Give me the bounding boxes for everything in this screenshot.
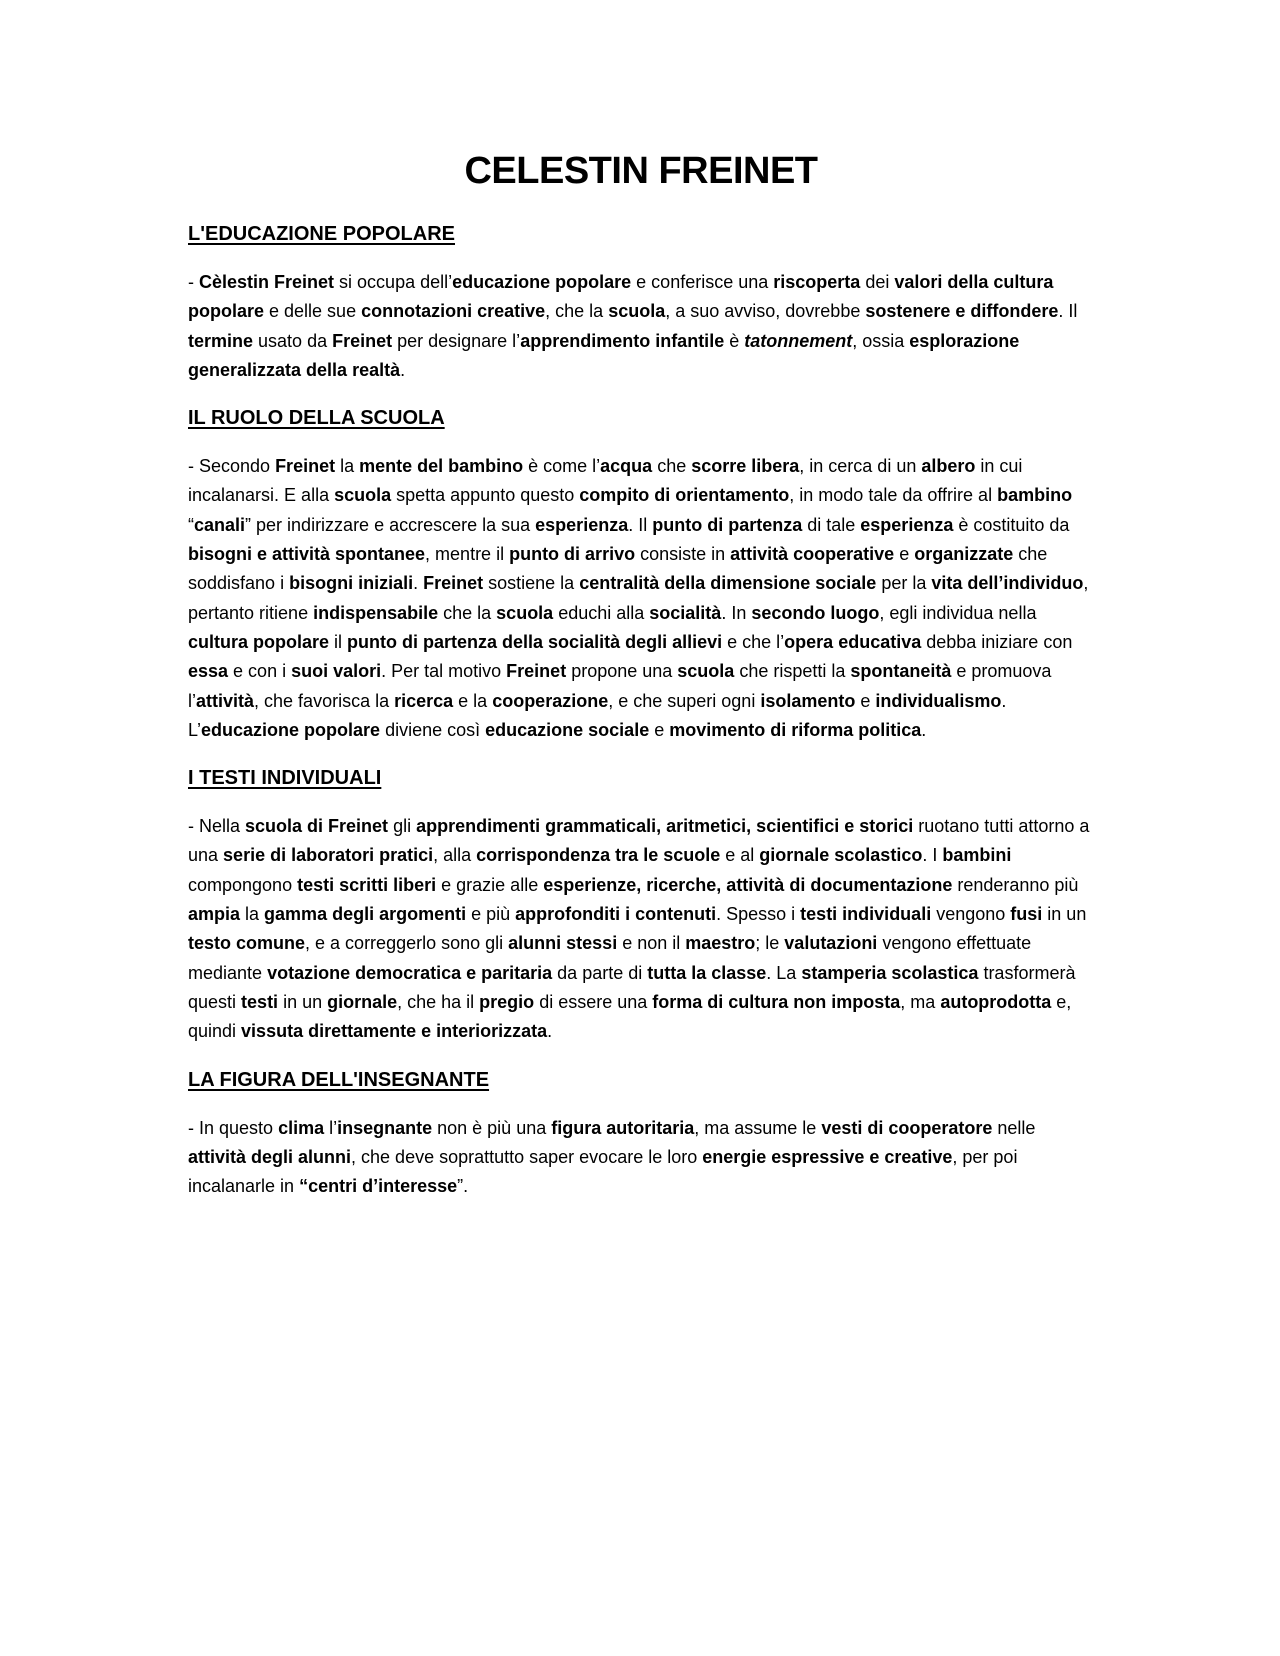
bold-run: forma di cultura non imposta <box>652 991 901 1012</box>
bold-run: canali <box>194 514 246 535</box>
bold-run: pregio <box>479 991 535 1012</box>
bold-run: fusi <box>1010 904 1043 925</box>
bold-run: approfonditi i contenuti <box>515 904 717 925</box>
bold-run: esperienze, ricerche, attività di documentazione <box>543 874 953 895</box>
bold-run: clima <box>278 1117 325 1138</box>
bold-run: testi individuali <box>800 904 932 925</box>
bold-run: cooperazione <box>492 690 609 711</box>
section-ruolo-della-scuola <box>188 407 1094 745</box>
bold-run: compito di orientamento <box>579 485 790 506</box>
section-paragraph: - Cèlestin Freinet si occupa dell’educazione popolare e conferisce una riscoperta dei valori della cultura popolare e delle sue connotazioni creative, che la scuola, a suo avviso, dovrebbe sostenere e diffondere. Il termine usato da Freinet per designare l’apprendimento infantile è tatonnement, ossia esplorazione generalizzata della realtà. <box>188 272 1078 380</box>
bold-run: cultura popolare <box>188 631 330 652</box>
section-heading: I TESTI INDIVIDUALI <box>188 767 382 790</box>
bold-run: Freinet <box>332 330 393 351</box>
section-heading: IL RUOLO DELLA SCUOLA <box>188 407 445 430</box>
bold-run: Freinet <box>506 661 567 682</box>
bold-run: valutazioni <box>784 933 878 954</box>
bold-run: vita dell’individuo <box>931 573 1084 594</box>
bold-run: attività degli alunni <box>188 1146 352 1167</box>
bold-run: movimento di riforma politica <box>669 719 922 740</box>
bold-run: testi <box>241 991 279 1012</box>
bold-run: secondo luogo <box>751 602 880 623</box>
bold-run: essa <box>188 661 229 682</box>
bold-run: albero <box>921 456 976 477</box>
bold-run: alunni stessi <box>508 933 618 954</box>
bold-run: “centri d’interesse <box>299 1176 458 1197</box>
bold-run: gamma degli argomenti <box>264 904 467 925</box>
bold-run: termine <box>188 330 254 351</box>
bold-run: stamperia scolastica <box>801 962 979 983</box>
bold-run: bambino <box>997 485 1073 506</box>
bold-run: attività <box>196 690 255 711</box>
bold-run: ampia <box>188 904 241 925</box>
bold-run: scuola <box>677 661 735 682</box>
bold-run: bisogni e attività spontanee <box>188 544 426 565</box>
bold-run: ricerca <box>394 690 454 711</box>
bold-run: scorre libera <box>691 456 800 477</box>
bold-run: tutta la classe <box>647 962 767 983</box>
bold-run: Freinet <box>275 456 336 477</box>
bold-run: centralità della dimensione sociale <box>579 573 877 594</box>
bold-run: giornale scolastico <box>759 845 923 866</box>
bold-run: votazione democratica e paritaria <box>267 962 553 983</box>
bold-run: Cèlestin Freinet <box>199 272 335 292</box>
bold-run: socialità <box>649 602 722 623</box>
bold-run: mente del bambino <box>359 456 524 477</box>
bold-run: organizzate <box>914 544 1014 565</box>
bold-run: suoi valori <box>291 661 382 682</box>
bold-run: educazione popolare <box>452 272 632 292</box>
section-heading: LA FIGURA DELL'INSEGNANTE <box>188 1068 490 1091</box>
bold-run: testi scritti liberi <box>297 874 437 895</box>
bold-run: spontaneità <box>850 661 952 682</box>
bold-run: individualismo <box>875 690 1002 711</box>
bold-run: figura autoritaria <box>551 1117 695 1138</box>
bold-run: punto di partenza della socialità degli allievi <box>347 631 723 652</box>
bold-run: maestro <box>685 933 756 954</box>
bold-run: educazione sociale <box>485 719 650 740</box>
bold-run: bisogni iniziali <box>289 573 414 594</box>
bold-run: educazione popolare <box>201 719 381 740</box>
section-paragraph: - In questo clima l’insegnante non è più una figura autoritaria, ma assume le vesti di cooperatore nelle attività degli alunni, che deve soprattutto saper evocare le loro energie espressive e creative, per poi incalanarle in “centri d’interesse”. <box>188 1117 1036 1197</box>
bold-run: scuola <box>608 301 666 322</box>
bold-run: scuola <box>334 485 392 506</box>
bold-run: esperienza <box>860 514 954 535</box>
bold-run: serie di laboratori pratici <box>223 845 434 866</box>
bold-run: attività cooperative <box>730 544 895 565</box>
bold-run: insegnante <box>337 1117 433 1138</box>
bold-run: apprendimenti grammaticali, aritmetici, scientifici e storici <box>416 816 914 837</box>
section-heading: L'EDUCAZIONE POPOLARE <box>188 223 455 245</box>
bold-run: testo comune <box>188 933 306 954</box>
bold-run: corrispondenza tra le scuole <box>476 845 721 866</box>
section-paragraph: - Nella scuola di Freinet gli apprendimenti grammaticali, aritmetici, scientifici e storici ruotano tutti attorno a una serie di laboratori pratici, alla corrispondenza tra le scuole e al giornale scolastico. I bambini compongono testi scritti liberi e grazie alle esperienze, ricerche, attività di documentazione renderanno più ampia la gamma degli argomenti e più approfonditi i contenuti. Spesso i testi individuali vengono fusi in un testo comune, e a correggerlo sono gli alunni stessi e non il maestro; le valutazioni vengono effettuate mediante votazione democratica e paritaria da parte di tutta la classe. La stamperia scolastica trasformerà questi testi in un giornale, che ha il pregio di essere una forma di cultura non imposta, ma autoprodotta e, quindi vissuta direttamente e interiorizzata. <box>188 816 1090 1042</box>
bold-run: indispensabile <box>313 602 439 623</box>
bold-run: esplorazione generalizzata della realtà <box>188 330 1020 380</box>
section-figura-insegnante <box>188 1069 1094 1202</box>
bold-run: acqua <box>600 456 653 477</box>
bold-run: punto di arrivo <box>509 544 636 565</box>
bold-run: connotazioni creative <box>361 301 546 322</box>
bold-run: bambini <box>942 845 1012 866</box>
bold-run: valori della cultura popolare <box>188 272 1054 322</box>
bold-run: scuola <box>496 602 554 623</box>
bold-run: vissuta direttamente e interiorizzata <box>241 1021 548 1042</box>
section-testi-individuali <box>188 767 1094 1046</box>
section-educazione-popolare <box>188 223 1094 385</box>
bold-run: giornale <box>327 991 398 1012</box>
bold-run: vesti di cooperatore <box>821 1117 993 1138</box>
italic-run: tatonnement <box>744 330 853 351</box>
bold-run: esperienza <box>535 514 629 535</box>
section-paragraph: - Secondo Freinet la mente del bambino è come l’acqua che scorre libera, in cerca di un albero in cui incalanarsi. E alla scuola spetta appunto questo compito di orientamento, in modo tale da offrire al bambino “canali” per indirizzare e accrescere la sua esperienza. Il punto di partenza di tale esperienza è costituito da bisogni e attività spontanee, mentre il punto di arrivo consiste in attività cooperative e organizzate che soddisfano i bisogni iniziali. Freinet sostiene la centralità della dimensione sociale per la vita dell’individuo, pertanto ritiene indispensabile che la scuola educhi alla socialità. In secondo luogo, egli individua nella cultura popolare il punto di partenza della socialità degli allievi e che l’opera educativa debba iniziare con essa e con i suoi valori. Per tal motivo Freinet propone una scuola che rispetti la spontaneità e promuova l’attività, che favorisca la ricerca e la cooperazione, e che superi ogni isolamento e individualismo. L’educazione popolare diviene così educazione sociale e movimento di riforma politica. <box>188 456 1089 740</box>
bold-run: isolamento <box>760 690 856 711</box>
bold-run <box>744 331 852 351</box>
bold-run: autoprodotta <box>940 991 1052 1012</box>
bold-run: riscoperta <box>773 272 861 292</box>
bold-run: apprendimento infantile <box>520 330 725 351</box>
bold-run: opera educativa <box>784 631 922 652</box>
bold-run: energie espressive e creative <box>702 1146 953 1167</box>
document-title: CELESTIN FREINET <box>464 150 818 192</box>
bold-run: punto di partenza <box>652 514 803 535</box>
bold-run: scuola di Freinet <box>245 816 389 837</box>
bold-run: Freinet <box>423 573 484 594</box>
bold-run: sostenere e diffondere <box>865 301 1059 322</box>
